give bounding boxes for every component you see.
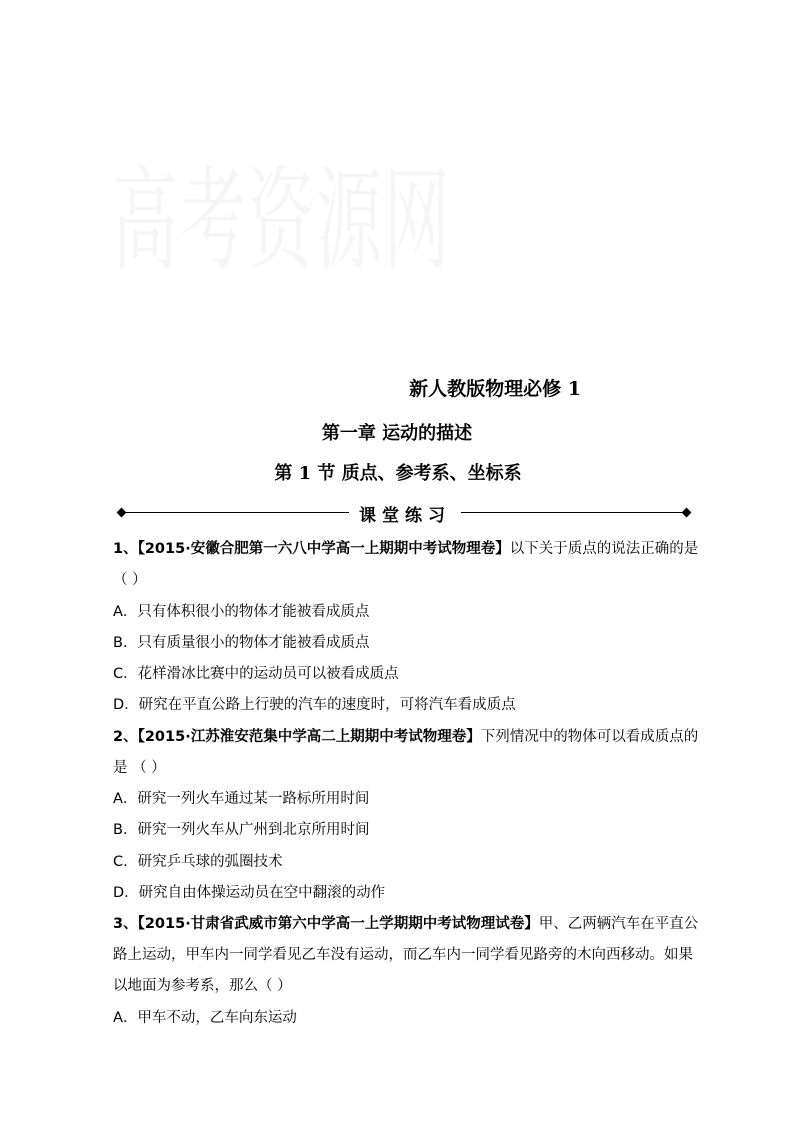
question-3-stem: 甲、乙两辆汽车在平直公 xyxy=(538,916,699,932)
question-1-option-c: C．花样滑冰比赛中的运动员可以被看成质点 xyxy=(113,666,399,682)
question-1-option-b: B．只有质量很小的物体才能被看成质点 xyxy=(113,635,370,651)
question-1-option-d: D．研究在平直公路上行驶的汽车的速度时，可将汽车看成质点 xyxy=(113,697,516,713)
question-3-option-a: A．甲车不动，乙车向东运动 xyxy=(113,1010,297,1026)
question-2-option-b: B．研究一列火车从广州到北京所用时间 xyxy=(113,822,370,838)
section-divider xyxy=(118,501,690,526)
question-1-option-a: A．只有体积很小的物体才能被看成质点 xyxy=(113,604,370,620)
question-1-stem: 以下关于质点的说法正确的是 xyxy=(509,541,699,557)
question-2-line-1 xyxy=(113,727,698,747)
question-1-line-2: （ ） xyxy=(113,572,147,588)
divider-label: 课堂练习 xyxy=(359,506,451,526)
question-1-source: 1、【2015·安徽合肥第一六八中学高一上期期中考试物理卷】 xyxy=(113,541,510,557)
watermark-logo xyxy=(112,130,452,292)
question-2-stem: 下列情况中的物体可以看成质点的 xyxy=(480,729,699,745)
question-3-line-2: 路上运动，甲车内一同学看见乙车没有运动，而乙车内一同学看见路旁的木向西移动。如果 xyxy=(113,947,693,963)
question-3-line-1 xyxy=(113,914,698,934)
question-2-option-d: D．研究自由体操运动员在空中翻滚的动作 xyxy=(113,885,386,901)
question-3-line-3: 以地面为参考系，那么（ ） xyxy=(113,978,292,994)
chapter-title: 第一章 运动的描述 xyxy=(321,423,473,444)
question-1-line-1 xyxy=(113,539,698,559)
book-title: 新人教版物理必修 1 xyxy=(409,378,581,400)
question-3-source: 3、【2015·甘肃省武威市第六中学高一上学期期中考试物理试卷】 xyxy=(113,916,539,932)
section-title: 第 1 节 质点、参考系、坐标系 xyxy=(274,463,522,484)
question-2-source: 2、【2015·江苏淮安范集中学高二上期期中考试物理卷】 xyxy=(113,729,481,745)
divider-line-right xyxy=(461,512,686,513)
diamond-right-icon xyxy=(682,508,692,518)
divider-line-left xyxy=(122,512,349,513)
question-2-option-c: C．研究乒乓球的弧圈技术 xyxy=(113,854,283,870)
question-2-line-2: 是 （ ） xyxy=(113,760,166,776)
question-2-option-a: A．研究一列火车通过某一路标所用时间 xyxy=(113,791,370,807)
